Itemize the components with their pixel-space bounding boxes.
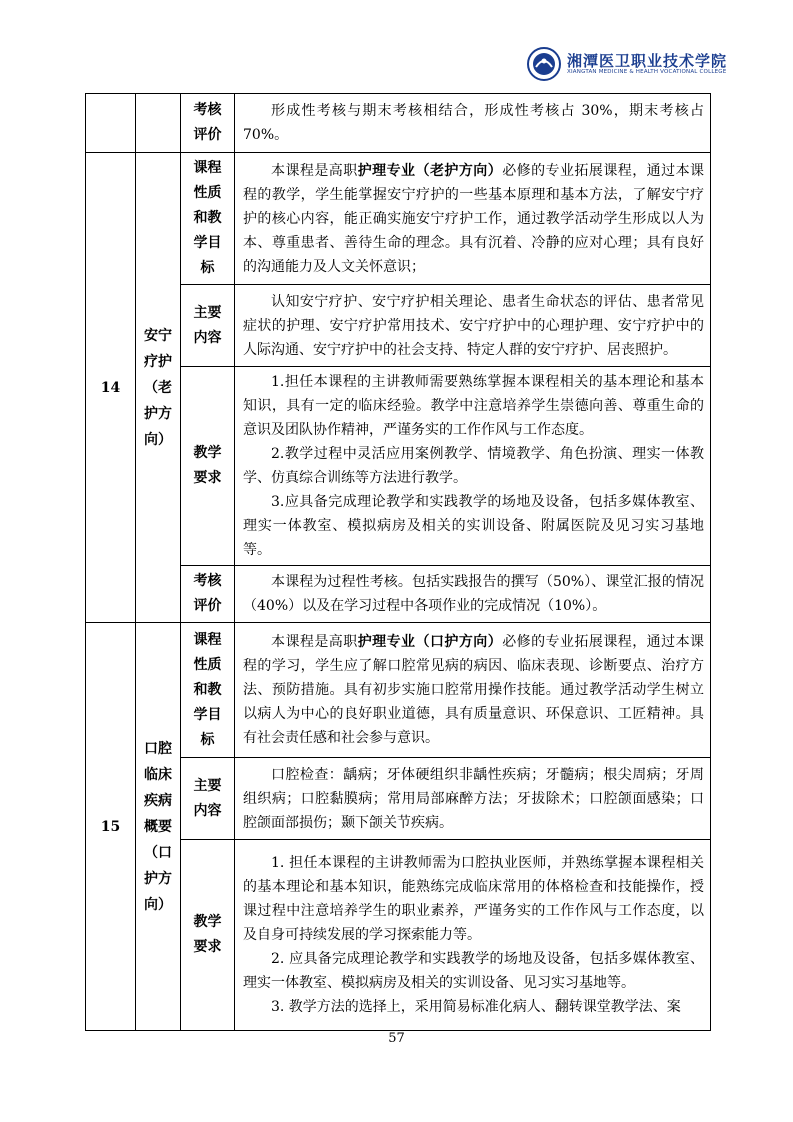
assessment-label: 考核评价 bbox=[181, 566, 235, 623]
requirements-label: 教学要求 bbox=[181, 367, 235, 566]
nature-label: 课程性质和教学目标 bbox=[181, 153, 235, 285]
table-row bbox=[86, 623, 711, 758]
assessment-text: 形成性考核与期末考核相结合，形成性考核占 30%，期末考核占 70%。 bbox=[235, 94, 711, 153]
assessment-text: 本课程为过程性考核。包括实践报告的撰写（50%）、课堂汇报的情况（40%）以及在学习过程中各项作业的完成情况（10%）。 bbox=[235, 566, 711, 623]
nature-text: 本课程是高职护理专业（口护方向）必修的专业拓展课程，通过本课程的学习，学生应了解口腔常见病的病因、临床表现、诊断要点、治疗方法、预防措施。具有初步实施口腔常用操作技能。通过教学活动学生树立以病人为中心的良好职业道德，具有质量意识、环保意识、工匠精神。具有社会责任感和社会参与意识。 bbox=[235, 623, 711, 758]
requirements-text: 1. 担任本课程的主讲教师需为口腔执业医师，并熟练掌握本课程相关的基本理论和基本知识，能熟练完成临床常用的体格检查和技能操作，授课过程中注意培养学生的职业素养，严谨务实的工作作风与工作态度，以及自身可持续发展的学习探索能力等。 2. 应具备完成理论教学和实践教学的场地及设备，包括多媒体教室、理实一体教室、模拟病房及相关的实训设备、见习实习基地等。 3. 教学方法的选择上，采用简易标准化病人、翻转课堂教学法、案 bbox=[235, 840, 711, 1031]
assessment-label: 考核评价 bbox=[181, 94, 235, 153]
content-label: 主要内容 bbox=[181, 285, 235, 367]
college-logo bbox=[527, 44, 727, 84]
content-text: 口腔检查：龋病；牙体硬组织非龋性疾病；牙髓病；根尖周病；牙周组织病；口腔黏膜病；常用局部麻醉方法；牙拔除术；口腔颌面感染；口腔颌面部损伤；颞下颌关节疾病。 bbox=[235, 758, 711, 840]
course-name: 口腔临床疾病概要（口护方向） bbox=[136, 623, 181, 1031]
course-number: 15 bbox=[86, 623, 136, 1031]
college-emblem-icon bbox=[527, 47, 561, 81]
requirements-text: 1.担任本课程的主讲教师需要熟练掌握本课程相关的基本理论和基本知识，具有一定的临床经验。教学中注意培养学生崇德向善、尊重生命的意识及团队协作精神，严谨务实的工作作风与工作态度。 2.教学过程中灵活应用案例教学、情境教学、角色扮演、理实一体教学、仿真综合训练等方法进行教学。 3.应具备完成理论教学和实践教学的场地及设备，包括多媒体教室、理实一体教室、模拟病房及相关的实训设备、附属医院及见习实习基地等。 bbox=[235, 367, 711, 566]
nature-text: 本课程是高职护理专业（老护方向）必修的专业拓展课程，通过本课程的教学，学生能掌握安宁疗护的一些基本原理和基本方法，了解安宁疗护的核心内容，能正确实施安宁疗护工作，通过教学活动学生形成以人为本、尊重患者、善待生命的理念。具有沉着、冷静的应对心理；具有良好的沟通能力及人文关怀意识； bbox=[235, 153, 711, 285]
college-name: 湘潭医卫职业技术学院 bbox=[567, 52, 728, 70]
nature-label: 课程性质和教学目标 bbox=[181, 623, 235, 758]
row-number-cell bbox=[86, 94, 136, 153]
course-name: 安宁疗护（老护方向） bbox=[136, 153, 181, 623]
content-text: 认知安宁疗护、安宁疗护相关理论、患者生命状态的评估、患者常见症状的护理、安宁疗护常用技术、安宁疗护中的心理护理、安宁疗护中的人际沟通、安宁疗护中的社会支持、特定人群的安宁疗护、居丧照护。 bbox=[235, 285, 711, 367]
page-number: 57 bbox=[388, 1031, 405, 1046]
course-name-cell bbox=[136, 94, 181, 153]
content-label: 主要内容 bbox=[181, 758, 235, 840]
course-number: 14 bbox=[86, 153, 136, 623]
college-english-name: XIANGTAN MEDICINE & HEALTH VOCATIONAL COLLEGE bbox=[567, 69, 727, 75]
course-table bbox=[85, 93, 711, 1031]
table-row bbox=[86, 153, 711, 285]
table-row bbox=[86, 94, 711, 153]
requirements-label: 教学要求 bbox=[181, 840, 235, 1031]
